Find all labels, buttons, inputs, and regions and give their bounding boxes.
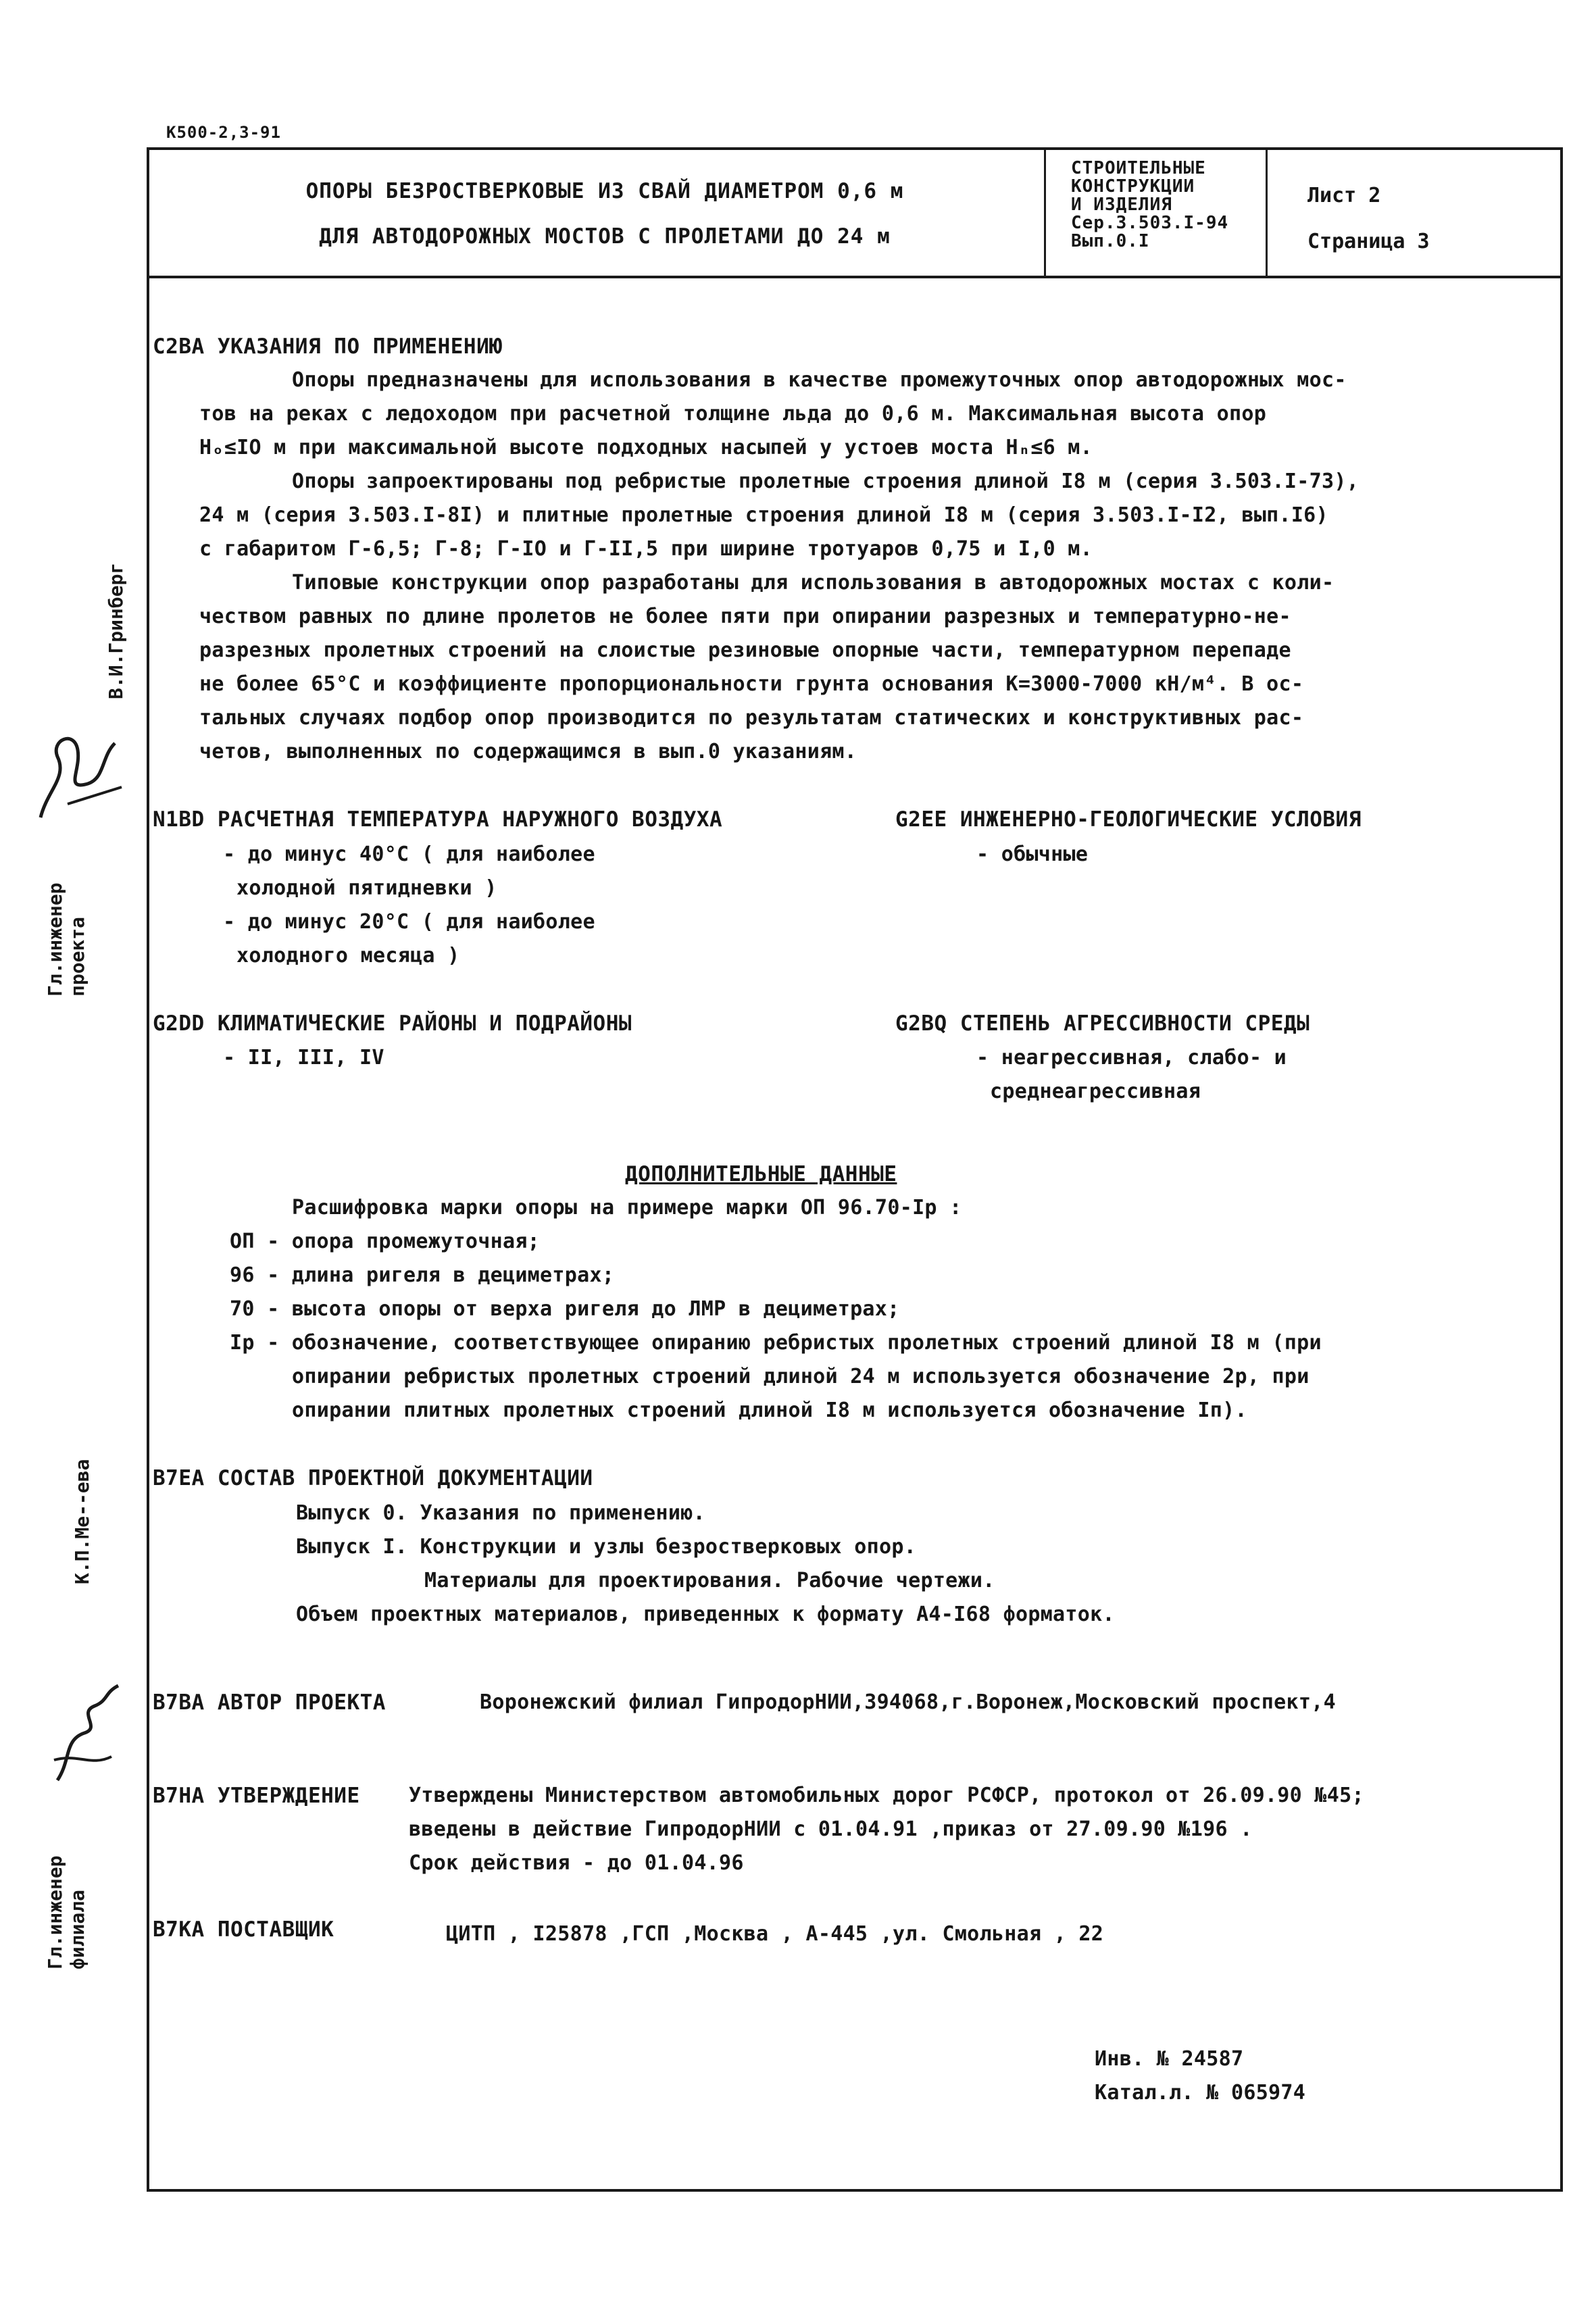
approval-heading: В7НА УТВЕРЖДЕНИЕ	[153, 1784, 360, 1808]
usage-line: 24 м (серия 3.503.I-8I) и плитные пролетные строения длиной I8 м (серия 3.503.I-I2, вып.I6)	[199, 503, 1328, 527]
catalog-number: Катал.л. № 065974	[1095, 2081, 1306, 2105]
signature-1	[27, 716, 128, 824]
approval-line: Утверждены Министерством автомобильных дорог РСФСР, протокол от 26.09.90 №45;	[409, 1784, 1364, 1807]
header-divider	[147, 276, 1563, 278]
series-line: Сер.3.503.I-94	[1071, 213, 1229, 233]
usage-line: тов на реках с ледоходом при расчетной толщине льда до 0,6 м. Максимальная высота опор	[199, 402, 1267, 426]
approval-line: Срок действия - до 01.04.96	[409, 1851, 744, 1875]
supplier-text: ЦИТП , I25878 ,ГСП ,Москва , А-445 ,ул. Смольная , 22	[446, 1922, 1104, 1946]
inventory-number: Инв. № 24587	[1095, 2047, 1244, 2071]
aggression-heading: G2BQ СТЕПЕНЬ АГРЕССИВНОСТИ СРЕДЫ	[895, 1011, 1310, 1036]
geology-heading: G2EE ИНЖЕНЕРНО-ГЕОЛОГИЧЕСКИЕ УСЛОВИЯ	[895, 807, 1362, 832]
document-code: К500-2,3-91	[166, 123, 281, 142]
additional-item: опирании ребристых пролетных строений длиной 24 м используется обозначение 2р, при	[292, 1365, 1310, 1388]
climate-line: - II, III, IV	[223, 1046, 384, 1070]
documentation-line: Выпуск 0. Указания по применению.	[296, 1501, 705, 1525]
series-line: КОНСТРУКЦИИ	[1071, 176, 1195, 197]
series-line: Вып.0.I	[1071, 231, 1150, 251]
sheet-number: Лист 2	[1307, 184, 1381, 207]
additional-item: 96 - длина ригеля в дециметрах;	[230, 1263, 615, 1287]
additional-item: 70 - высота опоры от верха ригеля до ЛМР в дециметрах;	[230, 1297, 900, 1321]
additional-item: Iр - обозначение, соответствующее опиранию ребристых пролетных строений длиной I8 м (при	[230, 1331, 1322, 1355]
usage-line: четов, выполненных по содержащимся в вып.0 указаниям.	[199, 740, 857, 763]
series-block	[1071, 159, 1228, 251]
temperature-line: - до минус 20°С ( для наиболее	[223, 910, 595, 934]
signer-name-1: В.И.Гринберг	[105, 562, 127, 699]
page-number: Страница 3	[1307, 230, 1430, 253]
temperature-line: холодной пятидневки )	[236, 876, 497, 900]
series-line: И ИЗДЕЛИЯ	[1071, 195, 1172, 215]
usage-heading: С2ВА УКАЗАНИЯ ПО ПРИМЕНЕНИЮ	[153, 334, 503, 359]
series-line: СТРОИТЕЛЬНЫЕ	[1071, 158, 1206, 178]
usage-line: Опоры запроектированы под ребристые пролетные строения длиной I8 м (серия 3.503.I-73),	[292, 470, 1360, 493]
documentation-line: Материалы для проектирования. Рабочие чертежи.	[424, 1569, 995, 1592]
aggression-line: среднеагрессивная	[990, 1080, 1201, 1103]
usage-line: с габаритом Г-6,5; Г-8; Г-IO и Г-II,5 при ширине тротуаров 0,75 и I,0 м.	[199, 537, 1093, 561]
documentation-line: Объем проектных материалов, приведенных к формату А4-I68 форматок.	[296, 1603, 1115, 1626]
usage-line: чеством равных по длине пролетов не более пяти при опирании разрезных и температурно-не-	[199, 605, 1291, 628]
signature-2	[37, 1679, 132, 1787]
additional-intro: Расшифровка марки опоры на примере марки ОП 96.70-Iр :	[292, 1196, 962, 1219]
header-column-divider-1	[1044, 147, 1046, 277]
approval-line: введены в действие ГипродорНИИ с 01.04.91 ,приказ от 27.09.90 №196 .	[409, 1817, 1253, 1841]
header-column-divider-2	[1266, 147, 1268, 277]
author-heading: В7ВА АВТОР ПРОЕКТА	[153, 1690, 386, 1715]
temperature-heading: N1BD РАСЧЕТНАЯ ТЕМПЕРАТУРА НАРУЖНОГО ВОЗДУХА	[153, 807, 723, 832]
usage-line: Типовые конструкции опор разработаны для использования в автодорожных мостах с коли-	[292, 571, 1335, 595]
additional-item: опирании плитных пролетных строений длиной I8 м используется обозначение Iп).	[292, 1399, 1247, 1422]
temperature-line: холодного месяца )	[236, 944, 460, 967]
additional-item: ОП - опора промежуточная;	[230, 1230, 541, 1253]
usage-line: Опоры предназначены для использования в качестве промежуточных опор автодорожных мос-	[292, 368, 1347, 392]
geology-line: - обычные	[976, 842, 1089, 866]
chief-engineer-project-label: Гл.инженер проекта	[44, 882, 89, 997]
usage-line: не более 65°С и коэффициенте пропорциональности грунта основания K=3000-7000 кН/м⁴. В ос-	[199, 672, 1304, 696]
climate-heading: G2DD КЛИМАТИЧЕСКИЕ РАЙОНЫ И ПОДРАЙОНЫ	[153, 1011, 632, 1036]
aggression-line: - неагрессивная, слабо- и	[976, 1046, 1287, 1070]
usage-line: Hₒ≤IO м при максимальной высоте подходных насыпей у устоев моста Hₙ≤6 м.	[199, 436, 1093, 459]
documentation-heading: В7ЕА СОСТАВ ПРОЕКТНОЙ ДОКУМЕНТАЦИИ	[153, 1466, 593, 1490]
additional-heading: ДОПОЛНИТЕЛЬНЫЕ ДАННЫЕ	[625, 1162, 897, 1186]
usage-line: тальных случаях подбор опор производится по результатам статических и конструктивных рас-	[199, 706, 1304, 730]
usage-line: разрезных пролетных строений на слоистые резиновые опорные части, температурном перепаде	[199, 638, 1291, 662]
chief-engineer-branch-label: Гл.инженер филиала	[44, 1855, 89, 1969]
supplier-heading: В7КА ПОСТАВЩИК	[153, 1917, 334, 1942]
title-line-2: ДЛЯ АВТОДОРОЖНЫХ МОСТОВ С ПРОЛЕТАМИ ДО 24 м	[319, 224, 891, 249]
author-text: Воронежский филиал ГипродорНИИ,394068,г.Воронеж,Московский проспект,4	[480, 1690, 1336, 1714]
signer-name-2: К.П.Ме--ева	[71, 1459, 93, 1584]
title-line-1: ОПОРЫ БЕЗРОСТВЕРКОВЫЕ ИЗ СВАЙ ДИАМЕТРОМ 0,6 м	[305, 179, 904, 203]
documentation-line: Выпуск I. Конструкции и узлы безростверковых опор.	[296, 1535, 917, 1559]
temperature-line: - до минус 40°С ( для наиболее	[223, 842, 595, 866]
